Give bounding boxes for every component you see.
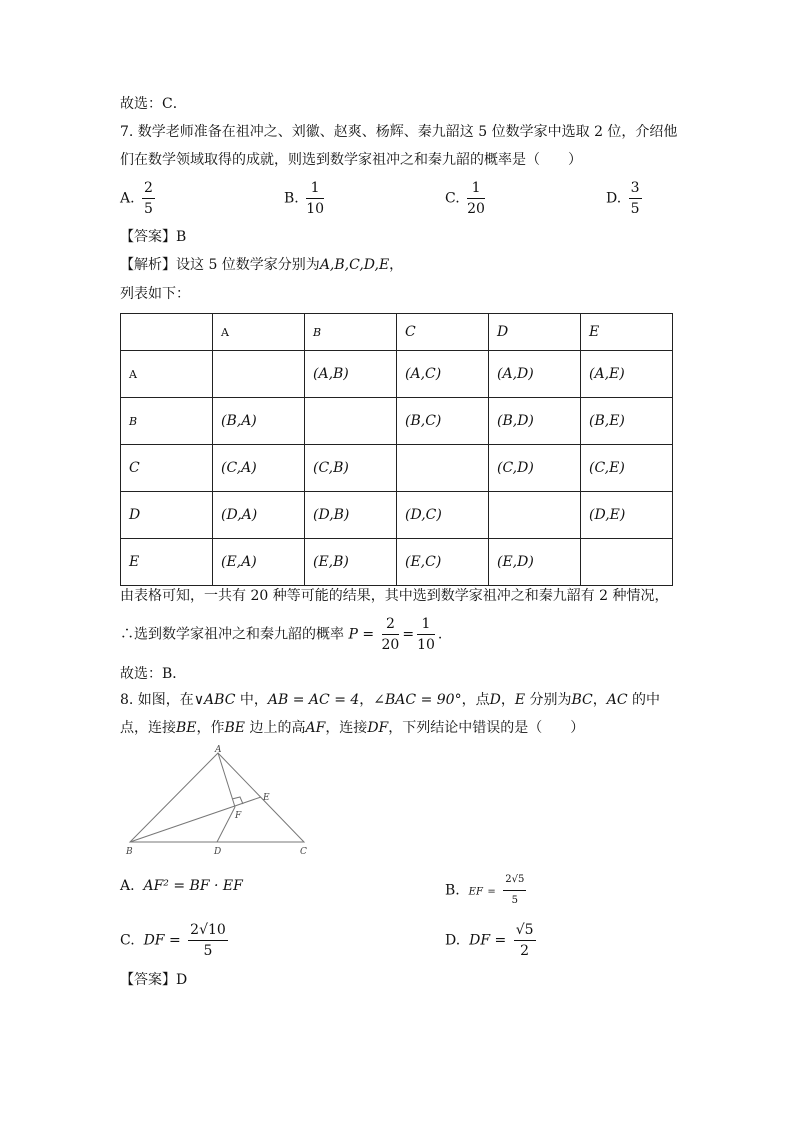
table-header-cell: E <box>121 539 213 586</box>
q7-conclusion: 由表格可知，一共有 20 种等可能的结果，其中选到数学家祖冲之和秦九韶有 2 种情况， <box>120 588 669 604</box>
table-cell: (D,E) <box>581 492 673 539</box>
table-header-cell: B <box>121 398 213 445</box>
table-cell: (B,D) <box>489 398 581 445</box>
table-cell <box>213 351 305 398</box>
table-header-cell: C <box>121 445 213 492</box>
q7-analysis: 【解析】设这 5 位数学家分别为A,B,C,D,E， <box>120 257 404 273</box>
q7-option-d: D. $\frac{3}{5}$ <box>606 180 640 217</box>
table-cell: (C,E) <box>581 445 673 492</box>
table-cell <box>489 492 581 539</box>
table-header-cell: D <box>489 314 581 351</box>
q7-probability: ∴选到数学家祖冲之和秦九韶的概率 P = $\frac{2}{20}$ = $\frac{1}{10}$ . <box>120 616 443 653</box>
table-cell: (A,C) <box>397 351 489 398</box>
table-cell: (E,B) <box>305 539 397 586</box>
table-cell: (E,A) <box>213 539 305 586</box>
q7-stem-line2: 们在数学领域取得的成就，则选到数学家祖冲之和秦九韶的概率是（ ） <box>120 152 582 168</box>
table-header-cell: E <box>581 314 673 351</box>
table-header-row <box>121 314 673 351</box>
table-cell: (C,B) <box>305 445 397 492</box>
table-header-cell <box>121 314 213 351</box>
label-f: F <box>235 811 242 821</box>
triangle-abc <box>130 753 304 842</box>
option-d-fraction: $\frac{3}{5}$ <box>630 180 640 217</box>
table-header-cell: C <box>397 314 489 351</box>
table-row <box>121 539 673 586</box>
option-a-fraction: $\frac{2}{5}$ <box>144 180 153 217</box>
outcome-table <box>120 313 673 586</box>
segment-be <box>130 797 261 842</box>
table-header-cell: D <box>121 492 213 539</box>
table-row <box>121 445 673 492</box>
label-b: B <box>126 847 133 857</box>
q7-answer: 【答案】B <box>120 229 187 245</box>
table-cell: (A,B) <box>305 351 397 398</box>
q8-option-d: D. DF = $\frac{√5}{2}$ <box>445 922 534 959</box>
table-cell <box>581 539 673 586</box>
q8-option-b: B. EF = $\frac{2√5}{5}$ <box>445 874 525 906</box>
table-cell <box>397 445 489 492</box>
table-cell: (C,D) <box>489 445 581 492</box>
table-row <box>121 492 673 539</box>
q8-stem-line1: 8. 如图，在∨ABC 中，AB = AC = 4，∠BAC = 90°，点D，E 分别为BC，AC 的中 <box>120 692 661 708</box>
q7-option-a: A. $\frac{2}{5}$ <box>120 180 153 217</box>
q8-option-a: A. AF² = BF · EF <box>120 878 243 894</box>
table-header-cell: A <box>213 314 305 351</box>
q7-option-c: C. $\frac{1}{20}$ <box>445 180 485 217</box>
table-cell: (D,A) <box>213 492 305 539</box>
table-cell: (E,C) <box>397 539 489 586</box>
table-row <box>121 351 673 398</box>
table-header-cell: A <box>121 351 213 398</box>
table-cell: (C,A) <box>213 445 305 492</box>
segment-df <box>217 807 235 842</box>
q7-stem-line1: 7. 数学老师准备在祖冲之、刘徽、赵爽、杨辉、秦九韶这 5 位数学家中选取 2 位，介绍他 <box>120 124 678 140</box>
label-c: C <box>300 847 307 857</box>
label-e: E <box>263 793 270 803</box>
table-cell: (E,D) <box>489 539 581 586</box>
option-b-fraction: $\frac{1}{10}$ <box>306 180 325 217</box>
table-cell: (B,C) <box>397 398 489 445</box>
label-d: D <box>214 847 222 857</box>
q7-final: 故选：B． <box>120 666 187 682</box>
table-row <box>121 398 673 445</box>
table-cell: (D,B) <box>305 492 397 539</box>
table-header-cell: B <box>305 314 397 351</box>
table-cell <box>305 398 397 445</box>
q7-option-b: B. $\frac{1}{10}$ <box>284 180 325 217</box>
table-cell: (A,E) <box>581 351 673 398</box>
table-cell: (D,C) <box>397 492 489 539</box>
q8-option-c: C. DF = $\frac{2√10}{5}$ <box>120 922 226 959</box>
option-c-fraction: $\frac{1}{20}$ <box>467 180 485 217</box>
triangle-figure <box>120 745 320 860</box>
table-cell: (A,D) <box>489 351 581 398</box>
q8-stem-line2: 点，连接BE，作BE 边上的高AF，连接DF，下列结论中错误的是（ ） <box>120 720 585 736</box>
label-a: A <box>215 745 222 755</box>
table-cell: (B,A) <box>213 398 305 445</box>
previous-conclusion: 故选：C． <box>120 96 187 112</box>
table-intro: 列表如下： <box>120 286 190 302</box>
table-cell: (B,E) <box>581 398 673 445</box>
q8-answer: 【答案】D <box>120 972 188 988</box>
